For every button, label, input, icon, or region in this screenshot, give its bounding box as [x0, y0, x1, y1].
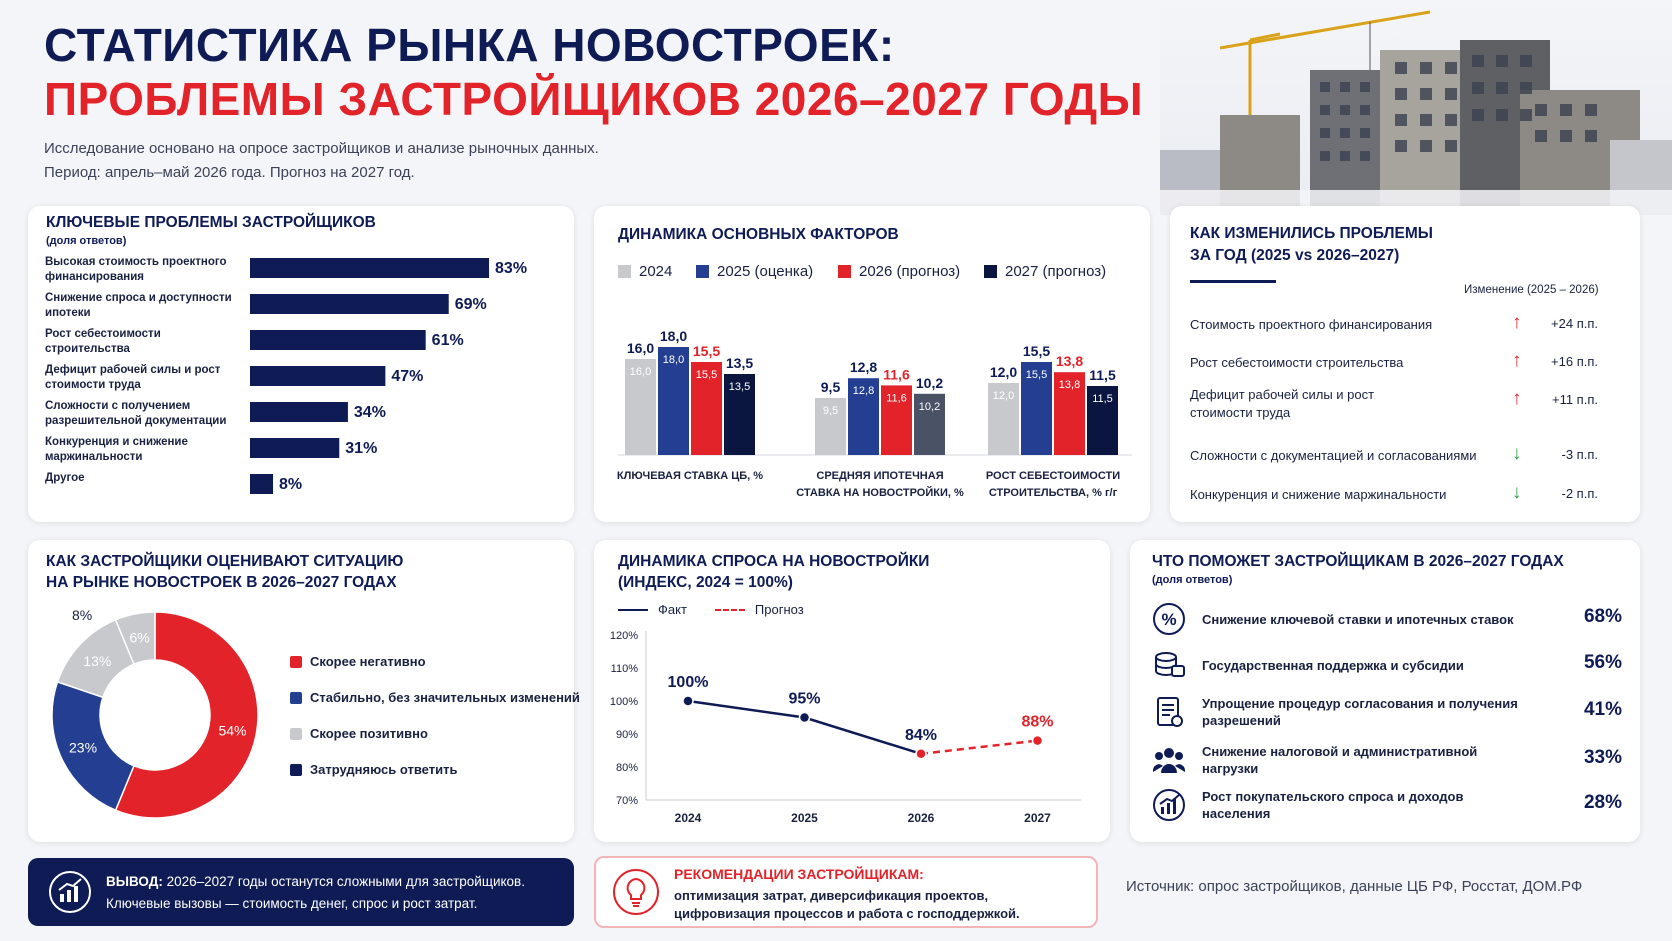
change-value: -3 п.п.	[1561, 447, 1598, 462]
factor-bar-inner-label: 15,5	[695, 369, 718, 381]
legend-label: Стабильно, без значительных изменений	[310, 690, 580, 705]
factor-bar-value-label: 16,0	[626, 340, 655, 356]
change-row	[1190, 312, 1610, 352]
legend-swatch	[290, 656, 302, 668]
factor-bar-inner-label: 10,2	[918, 400, 941, 413]
legend-forecast-line	[715, 609, 745, 611]
factors-legend-item	[618, 263, 672, 280]
arrow-down-icon: ↓	[1512, 482, 1522, 503]
change-row	[1190, 482, 1610, 522]
assessment-title-line2: НА РЫНКЕ НОВОСТРОЕК В 2026–2027 ГОДАХ	[46, 574, 397, 591]
subtitle-period: Период: апрель–май 2026 года. Прогноз на 2027 год.	[44, 164, 415, 181]
help-title: ЧТО ПОМОЖЕТ ЗАСТРОЙЩИКАМ В 2026–2027 ГОДАХ	[1152, 553, 1564, 570]
change-label: Рост себестоимости строительства	[1190, 355, 1404, 370]
svg-text:%: %	[1161, 610, 1177, 629]
problem-bar	[250, 438, 339, 458]
line-point-label: 88%	[1021, 713, 1054, 731]
factor-bar-value-label: 9,5	[820, 379, 841, 395]
conclusion-banner	[28, 858, 574, 926]
problem-bar	[250, 402, 348, 422]
legend-label: 2026 (прогноз)	[859, 263, 961, 280]
change-value: +24 п.п.	[1551, 316, 1598, 331]
factor-bar-inner-label: 18,0	[662, 354, 685, 366]
help-row	[1152, 695, 1622, 735]
problem-bar	[250, 294, 449, 314]
changes-title-line1: КАК ИЗМЕНИЛИСЬ ПРОБЛЕМЫ	[1190, 225, 1433, 242]
line-point-label: 95%	[788, 690, 821, 708]
forecast-line	[921, 741, 1038, 754]
problem-bar	[250, 258, 489, 278]
factor-group-label: КЛЮЧЕВАЯ СТАВКА ЦБ, %	[616, 470, 764, 482]
changes-title-line2: ЗА ГОД (2025 vs 2026–2027)	[1190, 247, 1400, 264]
y-tick-label: 90%	[615, 729, 638, 741]
factor-bar-inner-label: 11,5	[1092, 393, 1113, 405]
legend-swatch	[618, 265, 631, 278]
conclusion-text-line1	[106, 874, 525, 889]
help-row	[1152, 648, 1622, 688]
factor-bar-value-label: 12,0	[989, 364, 1018, 380]
assessment-title-line1: КАК ЗАСТРОЙЩИКИ ОЦЕНИВАЮТ СИТУАЦИЮ	[46, 553, 404, 570]
assessment-legend-item	[290, 654, 426, 669]
change-label: Стоимость проектного финансирования	[1190, 317, 1433, 332]
problem-value-label: 61%	[431, 332, 464, 349]
factor-bar-value-label: 15,5	[692, 343, 721, 359]
legend-label: 2025 (оценка)	[717, 263, 814, 280]
y-tick-label: 120%	[609, 630, 638, 642]
factor-bar-value-label: 13,5	[725, 355, 754, 371]
arrow-down-icon: ↓	[1512, 443, 1522, 464]
donut-slice-label: 6%	[129, 629, 150, 646]
y-tick-label: 80%	[615, 762, 638, 774]
factor-bar-value-label: 12,8	[849, 359, 878, 376]
problem-value-label: 69%	[454, 296, 487, 313]
donut-outside-label: 8%	[72, 607, 93, 623]
lightbulb-icon	[612, 868, 660, 916]
change-label: Конкуренция и снижение маржинальности	[1190, 487, 1447, 502]
factors-legend-item	[984, 263, 1106, 280]
legend-forecast-label: Прогноз	[754, 602, 804, 617]
legend-fact-label: Факт	[658, 602, 687, 617]
factor-bar-inner-label: 13,5	[728, 381, 751, 393]
legend-swatch	[984, 265, 997, 278]
problem-label: Другое	[45, 472, 85, 484]
demand-line-chart	[606, 625, 1096, 835]
factor-group-label: СТАВКА НА НОВОСТРОЙКИ, %	[796, 487, 964, 499]
help-value: 68%	[1583, 606, 1622, 627]
factor-bar-value-label: 11,6	[883, 366, 910, 383]
line-point	[1033, 736, 1043, 746]
factors-bar-chart	[610, 300, 1140, 510]
recommendations-text2: цифровизация процессов и работа с господдержкой.	[674, 906, 1020, 921]
problem-label: Конкуренция и снижение маржинальности	[45, 436, 188, 463]
factor-bar-value-label: 11,5	[1089, 367, 1116, 383]
help-label: Снижение ключевой ставки и ипотечных ставок	[1202, 611, 1514, 627]
legend-swatch	[290, 728, 302, 740]
help-value: 56%	[1583, 652, 1622, 673]
factor-group-label: СРЕДНЯЯ ИПОТЕЧНАЯ	[816, 470, 944, 482]
line-point	[683, 696, 693, 706]
conclusion-text2: Ключевые вызовы — стоимость денег, спрос и рост затрат.	[106, 896, 478, 911]
demand-title-line2: (ИНДЕКС, 2024 = 100%)	[618, 574, 793, 591]
problem-value-label: 31%	[345, 440, 378, 457]
x-tick-label: 2026	[907, 811, 935, 825]
donut-slice-label: 54%	[218, 722, 247, 739]
problem-value-label: 8%	[279, 476, 303, 493]
legend-fact-line	[618, 609, 648, 611]
growth-chart-icon	[48, 870, 92, 914]
changes-col-header: Изменение (2025 – 2026)	[1464, 284, 1599, 296]
demand-legend	[618, 602, 804, 617]
help-row	[1152, 788, 1622, 828]
help-label: Снижение налоговой и административной нагрузки	[1202, 744, 1478, 776]
problem-value-label: 47%	[391, 368, 424, 385]
conclusion-label: ВЫВОД:	[106, 874, 163, 889]
conclusion-text1: 2026–2027 годы останутся сложными для застройщиков.	[166, 874, 525, 889]
problem-bar	[250, 366, 385, 386]
factor-bar-inner-label: 11,6	[886, 392, 907, 405]
arrow-up-icon: ↑	[1512, 388, 1522, 409]
subtitle-method: Исследование основано на опросе застройщиков и анализе рыночных данных.	[44, 140, 599, 157]
assessment-donut-chart	[40, 600, 270, 830]
demand-title-line1: ДИНАМИКА СПРОСА НА НОВОСТРОЙКИ	[618, 553, 930, 570]
donut-slice-label: 13%	[83, 652, 112, 669]
problem-label: Сложности с получением разрешительной документации	[45, 400, 227, 427]
change-label: Дефицит рабочей силы и рост стоимости труда	[1190, 387, 1375, 420]
factor-bar-inner-label: 12,0	[992, 390, 1015, 402]
y-tick-label: 110%	[610, 663, 638, 675]
problem-value-label: 34%	[353, 404, 386, 421]
legend-label: 2024	[639, 263, 673, 280]
page-title-line1: СТАТИСТИКА РЫНКА НОВОСТРОЕК:	[44, 19, 895, 71]
recommendations-banner	[594, 856, 1098, 928]
people-icon	[1152, 743, 1186, 777]
problem-label: Высокая стоимость проектного финансирования	[45, 256, 227, 283]
x-tick-label: 2027	[1024, 811, 1051, 825]
factors-title: ДИНАМИКА ОСНОВНЫХ ФАКТОРОВ	[618, 226, 899, 243]
donut-slice-label: 23%	[69, 739, 98, 756]
help-label: Государственная поддержка и субсидии	[1202, 657, 1464, 673]
recommendations-text1: оптимизация затрат, диверсификация проектов,	[674, 888, 989, 903]
problem-bar	[250, 330, 426, 350]
help-value: 28%	[1583, 792, 1622, 813]
arrow-up-icon: ↑	[1512, 312, 1522, 333]
assessment-legend-item	[290, 762, 457, 777]
factor-bar-value-label: 10,2	[915, 374, 944, 391]
problem-bar	[250, 474, 273, 494]
factors-legend-item	[696, 263, 813, 280]
factors-legend-item	[838, 263, 960, 280]
fact-line	[688, 701, 921, 754]
line-point	[800, 713, 810, 723]
change-value: +11 п.п.	[1551, 392, 1598, 407]
legend-swatch	[290, 692, 302, 704]
recommendations-title: РЕКОМЕНДАЦИИ ЗАСТРОЙЩИКАМ:	[674, 866, 924, 882]
coins-icon	[1152, 648, 1186, 682]
line-point-label: 84%	[904, 726, 938, 744]
legend-label: Затрудняюсь ответить	[310, 762, 458, 777]
line-point-label: 100%	[667, 674, 709, 691]
help-label: Рост покупательского спроса и доходов населения	[1202, 789, 1464, 821]
problem-label: Снижение спроса и доступности ипотеки	[45, 292, 232, 319]
page-title-line2: ПРОБЛЕМЫ ЗАСТРОЙЩИКОВ 2026–2027 ГОДЫ	[44, 73, 1144, 125]
problems-bar-chart	[250, 258, 570, 508]
change-row	[1190, 443, 1610, 483]
factor-bar-value-label: 15,5	[1022, 343, 1051, 359]
assessment-legend-item	[290, 726, 428, 741]
change-value: +16 п.п.	[1551, 354, 1598, 369]
problem-label: Дефицит рабочей силы и рост стоимости труда	[45, 364, 221, 391]
factor-group-label: РОСТ СЕБЕСТОИМОСТИ	[985, 470, 1121, 482]
legend-swatch	[290, 764, 302, 776]
legend-label: 2027 (прогноз)	[1005, 263, 1107, 280]
legend-swatch	[696, 265, 709, 278]
help-value: 33%	[1583, 747, 1622, 768]
change-row	[1190, 350, 1610, 390]
factor-group-label: СТРОИТЕЛЬСТВА, % г/г	[988, 487, 1118, 499]
factor-bar-inner-label: 9,5	[822, 405, 839, 417]
arrow-up-icon: ↑	[1512, 350, 1522, 371]
help-row	[1152, 743, 1622, 783]
factor-bar-inner-label: 15,5	[1025, 369, 1048, 381]
help-note: (доля ответов)	[1152, 574, 1233, 586]
percent-icon	[1152, 602, 1186, 636]
factor-bar-value-label: 18,0	[659, 328, 688, 344]
problems-title: КЛЮЧЕВЫЕ ПРОБЛЕМЫ ЗАСТРОЙЩИКОВ	[46, 214, 376, 231]
assessment-legend-item	[290, 690, 580, 705]
help-value: 41%	[1583, 699, 1622, 720]
problem-label: Рост себестоимости строительства	[45, 328, 161, 355]
y-tick-label: 100%	[609, 696, 638, 708]
problems-note: (доля ответов)	[46, 235, 127, 247]
legend-label: Скорее негативно	[310, 654, 426, 669]
growth-chart-icon	[1152, 788, 1186, 822]
document-icon	[1152, 695, 1186, 729]
y-tick-label: 70%	[615, 795, 638, 807]
factor-bar-value-label: 13,8	[1055, 353, 1084, 370]
x-tick-label: 2025	[791, 811, 818, 825]
help-label: Упрощение процедур согласования и получения разрешений	[1202, 696, 1518, 728]
problem-value-label: 83%	[495, 260, 528, 277]
legend-label: Скорее позитивно	[310, 726, 428, 741]
help-row	[1152, 602, 1622, 642]
change-label: Сложности с документацией и согласованиями	[1190, 448, 1477, 463]
factor-bar-inner-label: 16,0	[629, 366, 652, 378]
x-tick-label: 2024	[674, 811, 702, 825]
legend-swatch	[838, 265, 851, 278]
source-note: Источник: опрос застройщиков, данные ЦБ РФ, Росстат, ДОМ.РФ	[1126, 878, 1583, 895]
building-illustration	[1160, 0, 1672, 215]
change-row	[1190, 387, 1610, 428]
factor-bar-inner-label: 13,8	[1058, 379, 1081, 392]
factor-bar-inner-label: 12,8	[852, 385, 875, 398]
change-value: -2 п.п.	[1561, 486, 1598, 501]
changes-title-underline	[1190, 280, 1276, 283]
line-point	[916, 749, 926, 759]
